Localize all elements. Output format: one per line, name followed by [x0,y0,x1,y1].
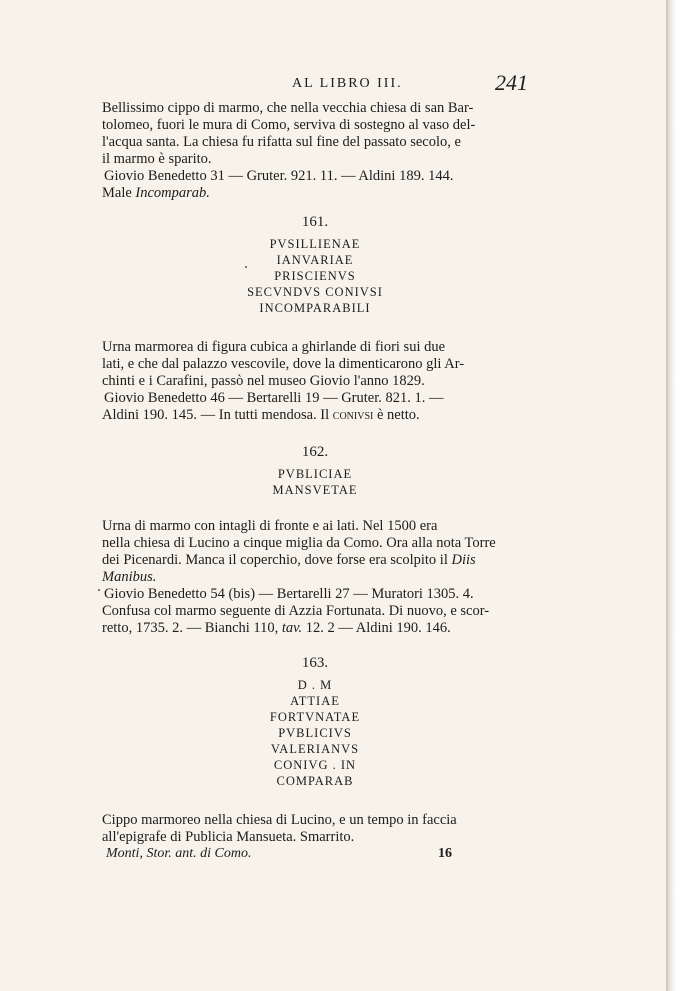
entry-161-description [102,339,528,424]
text-line: Urna marmorea di figura cubica a ghirlande di fiori sui due [102,339,446,355]
italic-span: Manibus. [102,569,157,585]
ink-speck [98,589,100,591]
inscription-line: INCOMPARABILI [259,301,371,315]
inscription-line: D . M [297,678,333,692]
page-number: 241 [495,70,528,95]
inscription-line: VALERIANVS [270,742,360,756]
text-line: il marmo è sparito. [102,151,212,167]
inscription-line: COMPARAB [276,774,354,788]
inscription-line: PRISCIENVS [274,269,356,283]
references-line: Giovio Benedetto 54 (bis) — Bertarelli 27 — Muratori 1305. 4. [104,586,474,602]
text-line [102,569,528,586]
references-line: Giovio Benedetto 31 — Gruter. 921. 11. — Aldini 189. 144. [104,168,454,184]
references-line [102,185,528,202]
page-footer [102,846,528,866]
entry-number-161: 161. [301,214,329,230]
inscription-line: CONIVG . IN [273,758,357,772]
text-span: 12. 2 — Aldini 190. 146. [302,620,451,636]
text-line: l'acqua santa. La chiesa fu rifatta sul fine del passato secolo, e [102,134,461,150]
text-line: tolomeo, fuori le mura di Como, serviva di sostegno al vaso del- [102,117,476,133]
inscription-163 [102,677,528,789]
text-span: dei Picenardi. Manca il coperchio, dove forse era scolpito il [102,552,452,568]
entry-162-description [102,518,528,637]
inscription-162 [102,466,528,498]
text-span: Male [102,185,136,201]
page-header [102,70,528,96]
entry-163-description [102,812,528,846]
inscription-line: PVSILLIENAE [269,237,361,251]
text-span: Aldini 190. 145. — In tutti mendosa. Il [102,407,333,423]
signature-mark: 16 [438,846,452,861]
references-line: Confusa col marmo seguente di Azzia Fortunata. Di nuovo, e scor- [102,603,490,619]
text-line: Cippo marmoreo nella chiesa di Lucino, e un tempo in faccia [102,812,457,828]
inscription-line: PVBLICIAE [277,467,353,481]
references-line: Giovio Benedetto 46 — Bertarelli 19 — Gruter. 821. 1. — [104,390,444,406]
small-caps-span: conivsi [332,407,374,423]
text-line: Urna di marmo con intagli di fronte e ai lati. Nel 1500 era [102,518,438,534]
inscription-line: PVBLICIVS [278,726,352,740]
text-span: retto, 1735. 2. — Bianchi 110, [102,620,282,636]
text-line: lati, e che dal palazzo vescovile, dove la dimenticarono gli Ar- [102,356,465,372]
text-span: è netto. [373,407,420,423]
ink-speck [245,266,247,268]
page-edge [666,0,700,991]
entry-number-162: 162. [301,444,329,460]
references-line [102,407,528,424]
inscription-line: SECVNDVS CONIVSI [247,285,383,299]
text-line: all'epigrafe di Publicia Mansueta. Smarrito. [102,829,355,845]
intro-paragraph [102,100,528,202]
text-line: chinti e i Carafini, passò nel museo Giovio l'anno 1829. [102,373,425,389]
references-line [102,620,528,637]
inscription-line: MANSVETAE [272,483,358,497]
inscription-line: IANVARIAE [276,253,354,267]
entry-number-163: 163. [301,655,329,671]
inscription-161 [102,236,528,316]
inscription-line: ATTIAE [290,694,340,708]
footer-reference: Monti, Stor. ant. di Como. [106,846,252,861]
text-line: Bellissimo cippo di marmo, che nella vecchia chiesa di san Bar- [102,100,474,116]
text-line [102,552,528,569]
italic-span: tav. [281,620,303,636]
italic-span: Diis [451,552,476,568]
running-head: AL LIBRO III. [292,76,403,91]
text-line: nella chiesa di Lucino a cinque miglia da Como. Ora alla nota Torre [102,535,496,551]
inscription-line: FORTVNATAE [269,710,361,724]
italic-span: Incomparab. [135,185,210,201]
